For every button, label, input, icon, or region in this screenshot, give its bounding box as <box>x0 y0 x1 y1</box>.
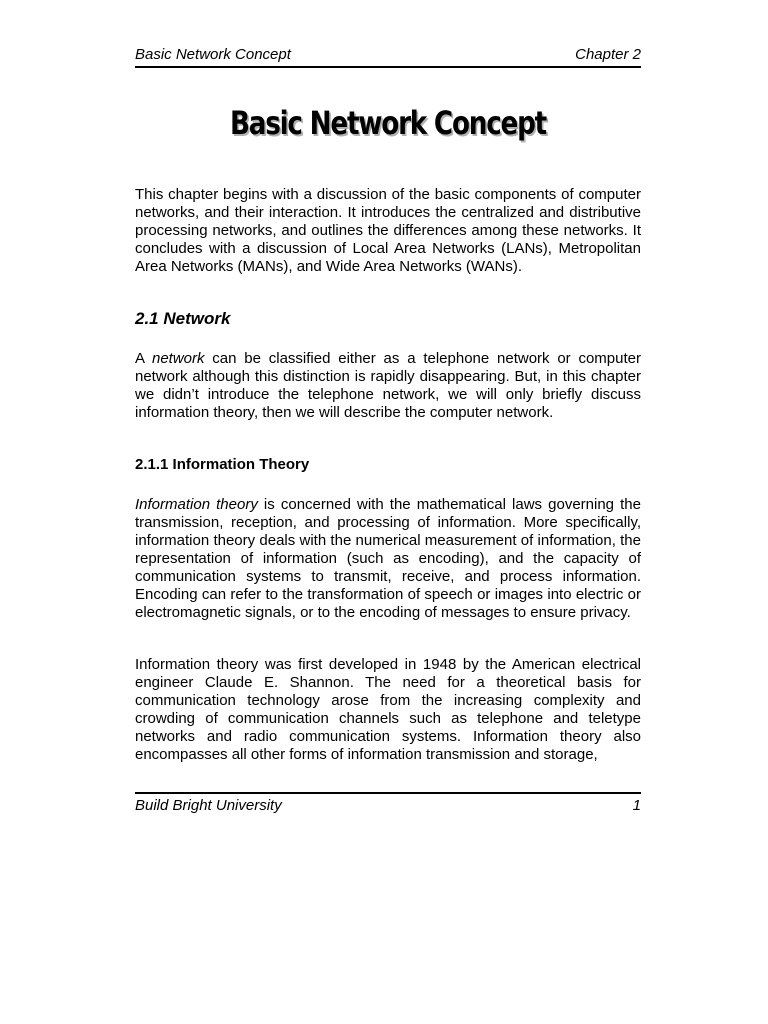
network-paragraph-body: can be classified either as a telephone network or computer network although this distinction is rapidly disappearing. But, in this chapter we didn’t introduce the telephone network, we will only briefly discuss information theory, then we will describe the computer network. <box>135 350 641 421</box>
header-document-title: Basic Network Concept <box>135 46 291 63</box>
footer-institution: Build Bright University <box>135 797 282 814</box>
section-heading-network: 2.1 Network <box>135 309 231 328</box>
page-title: Basic Network Concept <box>230 104 546 142</box>
information-theory-paragraph-body: is concerned with the mathematical laws governing the transmission, reception, and processing of information. More specifically, information theory deals with the numerical measurement of information, the representation of information (such as encoding), and the capacity of communication systems to transmit, receive, and process information. Encoding can refer to the transformation of speech or images into electric or electromagnetic signals, or to the encoding of messages to ensure privacy. <box>135 496 641 621</box>
footer-page-number: 1 <box>632 797 641 814</box>
information-theory-paragraph <box>135 496 641 622</box>
network-paragraph-lead: A <box>135 350 152 367</box>
intro-paragraph: This chapter begins with a discussion of the basic components of computer networks, and their interaction. It introduces the centralized and distributive processing networks, and outlines the differences among these networks. It concludes with a discussion of Local Area Networks (LANs), Metropolitan Area Networks (MANs), and Wide Area Networks (WANs). <box>135 186 641 275</box>
section-heading-information-theory: 2.1.1 Information Theory <box>135 456 310 473</box>
network-paragraph <box>135 350 641 422</box>
network-term: network <box>151 350 205 367</box>
information-theory-term: Information theory <box>135 496 258 513</box>
header-chapter-label: Chapter 2 <box>575 46 641 63</box>
page-footer <box>135 792 641 816</box>
shannon-paragraph: Information theory was first developed in 1948 by the American electrical engineer Claude E. Shannon. The need for a theoretical basis for communication technology arose from the increasing complexity and crowding of communication channels such as telephone and teletype networks and radio communication systems. Information theory also encompasses all other forms of information transmission and storage, <box>135 656 641 763</box>
page-header <box>135 44 641 68</box>
